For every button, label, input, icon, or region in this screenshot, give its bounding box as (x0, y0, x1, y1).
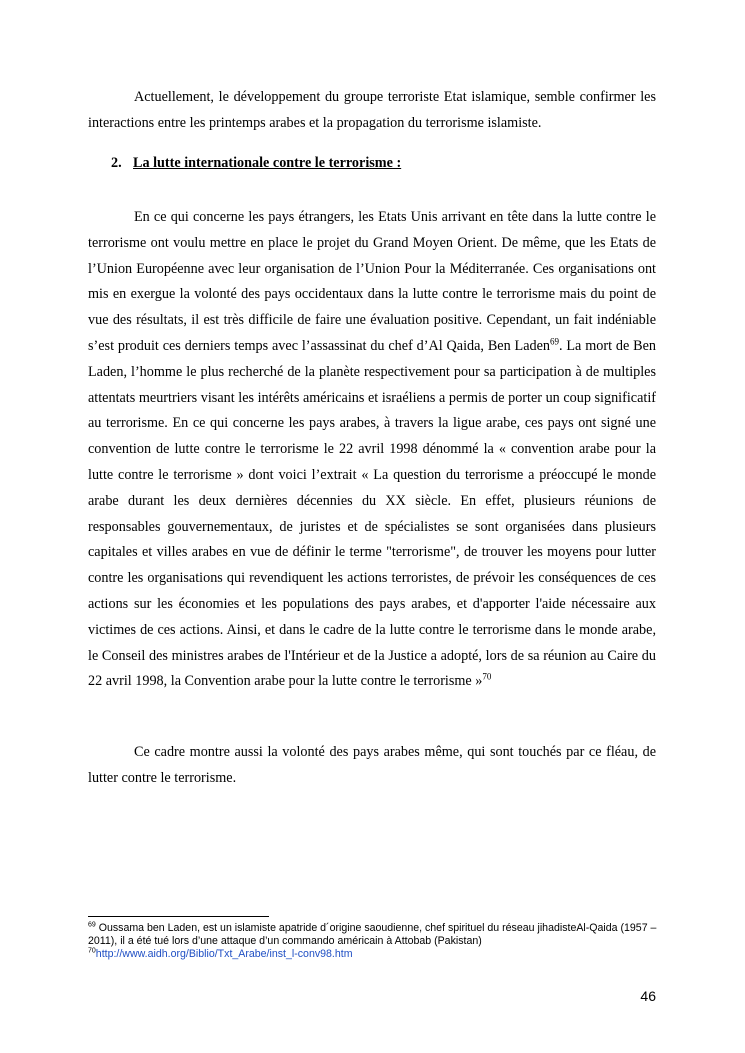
footnotes (88, 922, 663, 961)
footnote-number: 70 (88, 947, 96, 955)
footnote-69 (88, 922, 663, 948)
footnote-separator (88, 916, 269, 917)
paragraph-conclusion-text: Ce cadre montre aussi la volonté des pays arabes même, qui sont touchés par ce fléau, de lutter contre le terrorisme. (88, 744, 656, 786)
paragraph-intro-text: Actuellement, le développement du groupe terroriste Etat islamique, semble confirmer les interactions entre les printemps arabes et la propagation du terrorisme islamiste. (88, 89, 656, 131)
footnote-link[interactable]: http://www.aidh.org/Biblio/Txt_Arabe/inst_l-conv98.htm (95, 948, 353, 960)
page-number: 46 (640, 988, 656, 1004)
section-title: La lutte internationale contre le terrorisme : (133, 155, 402, 171)
paragraph-intro (88, 85, 656, 137)
section-heading (111, 155, 401, 172)
footnote-ref-70[interactable]: 70 (482, 671, 492, 682)
footnote-number: 69 (88, 921, 96, 929)
paragraph-main-text-b: . La mort de Ben Laden, l’homme le plus recherché de la planète respectivement pour sa participation à de multiples attentats meurtriers visant les intérêts américains et israéliens a permis de porter un coup significatif au terrorisme. En ce qui concerne les pays arabes, à travers la ligue arabe, ces pays ont signé une convention de lutte contre le terrorisme le 22 avril 1998 dénommé la « convention arabe pour la lutte contre le terrorisme » dont voici l’extrait « La question du terrorisme a préoccupé le monde arabe durant les deux dernières décennies du XX siècle. En effet, plusieurs réunions de responsables gouvernementaux, de juristes et de spécialistes se sont organisées dans plusieurs capitales et villes arabes en vue de définir le terme "terrorisme", de trouver les moyens pour lutter contre les organisations qui revendiquent les actions terroristes, de prévoir les conséquences de ces actions sur les économies et les populations des pays arabes, et d'apporter l'aide nécessaire aux victimes de ces actions. Ainsi, et dans le cadre de la lutte contre le terrorisme dans le monde arabe, le Conseil des ministres arabes de l'Intérieur et de la Justice a adopté, lors de sa réunion au Caire du 22 avril 1998, la Convention arabe pour la lutte contre le terrorisme » (88, 337, 656, 690)
footnote-ref-69[interactable]: 69 (549, 336, 559, 347)
paragraph-main (88, 205, 656, 695)
footnote-70 (88, 948, 663, 961)
paragraph-main-text-a: En ce qui concerne les pays étrangers, les Etats Unis arrivant en tête dans la lutte contre le terrorisme ont voulu mettre en place le projet du Grand Moyen Orient. De même, que les Etats de l’Union Européenne avec leur organisation de l’Union Pour la Méditerranée. Ces organisations ont mis en exergue la volonté des pays occidentaux dans la lutte contre le terrorisme mais du point de vue des résultats, il est très difficile de faire une évaluation positive. Cependant, un fait indéniable s’est produit ces derniers temps avec l’assassinat du chef d’Al Qaida, Ben Laden (88, 209, 656, 354)
section-number: 2. (111, 155, 122, 171)
paragraph-conclusion (88, 740, 656, 792)
footnote-text: Oussama ben Laden, est un islamiste apatride d´origine saoudienne, chef spirituel du réseau jihadisteAl-Qaida (1957 – 2011), il a été tué lors d’une attaque d’un commando américain à Attobab (Pakistan) (88, 922, 657, 947)
